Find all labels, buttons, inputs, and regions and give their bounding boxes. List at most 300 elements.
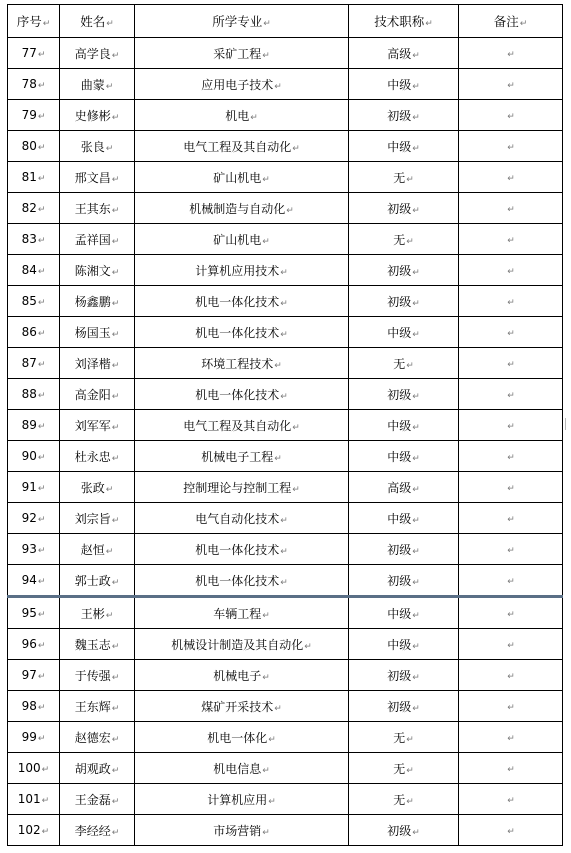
cell-note xyxy=(459,317,563,348)
table-row xyxy=(8,753,563,784)
table-row xyxy=(8,815,563,846)
table-row xyxy=(8,660,563,691)
paragraph-mark: ↵ xyxy=(111,827,120,838)
cell-num xyxy=(8,691,60,722)
cell-text: 84 xyxy=(21,263,37,277)
paragraph-mark: ↵ xyxy=(412,298,420,309)
paragraph-mark: ↵ xyxy=(111,236,120,247)
table-row xyxy=(8,629,563,660)
cell-text: 无 xyxy=(393,730,406,745)
paragraph-mark: ↵ xyxy=(274,453,282,464)
header-num: 序号↵ xyxy=(8,5,60,38)
cell-major xyxy=(135,193,349,224)
cell-name xyxy=(60,379,135,410)
cell-major xyxy=(135,348,349,379)
paragraph-mark: ↵ xyxy=(111,298,120,309)
cell-text: 初级 xyxy=(387,387,412,402)
cell-text: 中级 xyxy=(387,139,412,154)
paragraph-mark: ↵ xyxy=(412,422,420,433)
cell-major xyxy=(135,286,349,317)
cell-note xyxy=(459,503,563,534)
table-row xyxy=(8,255,563,286)
cell-num xyxy=(8,629,60,660)
cell-text: 张政 xyxy=(80,480,105,495)
paragraph-mark: ↵ xyxy=(412,205,420,216)
paragraph-mark: ↵ xyxy=(105,546,114,557)
cell-note xyxy=(459,348,563,379)
paragraph-mark: ↵ xyxy=(42,19,51,29)
cell-text: 王金磊 xyxy=(74,792,111,807)
cell-note xyxy=(459,722,563,753)
header-note: 备注↵ xyxy=(459,5,563,38)
paragraph-mark: ↵ xyxy=(280,577,288,588)
cell-text: 矿山机电 xyxy=(213,170,262,185)
table-row xyxy=(8,784,563,815)
paragraph-mark: ↵ xyxy=(37,360,46,370)
cell-text: 100 xyxy=(17,761,41,775)
cell-note xyxy=(459,379,563,410)
cell-text: 93 xyxy=(21,542,37,556)
cell-major xyxy=(135,660,349,691)
cell-name xyxy=(60,317,135,348)
paragraph-mark: ↵ xyxy=(268,734,276,745)
paragraph-mark: ↵ xyxy=(111,796,120,807)
table-row xyxy=(8,193,563,224)
cell-text: 85 xyxy=(21,294,37,308)
cell-text: 煤矿开采技术 xyxy=(201,699,274,714)
cell-text: 高级 xyxy=(387,46,412,61)
cell-text: 机械电子工程 xyxy=(201,449,274,464)
cell-text: 机电 xyxy=(225,108,250,123)
cell-text: 无 xyxy=(393,761,406,776)
cell-text: 王彬 xyxy=(80,606,105,621)
cell-name xyxy=(60,69,135,100)
cell-name xyxy=(60,815,135,846)
paragraph-mark: ↵ xyxy=(507,453,515,463)
paragraph-mark: ↵ xyxy=(280,298,288,309)
paragraph-mark: ↵ xyxy=(286,205,294,216)
cell-title xyxy=(349,317,459,348)
cell-text: 中级 xyxy=(387,418,412,433)
cell-title xyxy=(349,691,459,722)
cell-text: 78 xyxy=(21,77,37,91)
table-row xyxy=(8,534,563,565)
cell-title xyxy=(349,348,459,379)
cell-num xyxy=(8,441,60,472)
cell-title xyxy=(349,722,459,753)
cell-name xyxy=(60,472,135,503)
cell-num xyxy=(8,224,60,255)
cell-text: 机电一体化技术 xyxy=(195,325,280,340)
paragraph-mark: ↵ xyxy=(111,205,120,216)
paragraph-mark: ↵ xyxy=(37,577,46,587)
cell-major xyxy=(135,784,349,815)
paragraph-mark: ↵ xyxy=(268,796,276,807)
paragraph-mark: ↵ xyxy=(507,796,515,806)
cell-text: 赵恒 xyxy=(80,542,105,557)
cell-text: 采矿工程 xyxy=(213,46,262,61)
cell-text: 机械制造与自动化 xyxy=(189,201,286,216)
cell-title xyxy=(349,472,459,503)
cell-text: 初级 xyxy=(387,699,412,714)
cell-text: 88 xyxy=(21,387,37,401)
cell-note xyxy=(459,286,563,317)
paragraph-mark: ↵ xyxy=(507,143,515,153)
paragraph-mark: ↵ xyxy=(519,19,528,29)
paragraph-mark: ↵ xyxy=(412,267,420,278)
header-name: 姓名↵ xyxy=(60,5,135,38)
paragraph-mark: ↵ xyxy=(111,515,120,526)
paragraph-mark: ↵ xyxy=(37,422,46,432)
paragraph-mark: ↵ xyxy=(406,360,414,371)
table-row xyxy=(8,565,563,597)
paragraph-mark: ↵ xyxy=(507,391,515,401)
table-row xyxy=(8,410,563,441)
cell-num xyxy=(8,534,60,565)
cell-text: 中级 xyxy=(387,637,412,652)
paragraph-mark: ↵ xyxy=(280,267,288,278)
table-row xyxy=(8,131,563,162)
cell-num xyxy=(8,131,60,162)
cell-name xyxy=(60,100,135,131)
cell-text: 初级 xyxy=(387,542,412,557)
cell-major xyxy=(135,534,349,565)
cell-note xyxy=(459,224,563,255)
cell-major xyxy=(135,379,349,410)
paragraph-mark: ↵ xyxy=(412,610,420,621)
cell-text: 电气自动化技术 xyxy=(195,511,280,526)
paragraph-mark: ↵ xyxy=(111,267,120,278)
cell-name xyxy=(60,534,135,565)
paragraph-mark: ↵ xyxy=(37,329,46,339)
paragraph-mark: ↵ xyxy=(37,112,46,122)
cell-text: 83 xyxy=(21,232,37,246)
header-major: 所学专业↵ xyxy=(135,5,349,38)
table-row xyxy=(8,348,563,379)
paragraph-mark: ↵ xyxy=(507,827,515,837)
cell-text: 杨国玉 xyxy=(74,325,111,340)
cell-name xyxy=(60,286,135,317)
paragraph-mark: ↵ xyxy=(262,827,270,838)
paragraph-mark: ↵ xyxy=(37,672,46,682)
paragraph-mark: ↵ xyxy=(37,453,46,463)
cell-num xyxy=(8,753,60,784)
cell-major xyxy=(135,629,349,660)
cell-title xyxy=(349,534,459,565)
cell-major xyxy=(135,410,349,441)
cell-name xyxy=(60,224,135,255)
cell-text: 孟祥国 xyxy=(74,232,111,247)
cell-note xyxy=(459,472,563,503)
cell-text: 机电一体化技术 xyxy=(195,573,280,588)
cell-major xyxy=(135,131,349,162)
cell-text: 无 xyxy=(393,170,406,185)
paragraph-mark: ↵ xyxy=(105,610,114,621)
paragraph-mark: ↵ xyxy=(263,19,271,29)
paragraph-mark: ↵ xyxy=(111,672,120,683)
cell-text: 82 xyxy=(21,201,37,215)
cell-text: 80 xyxy=(21,139,37,153)
cell-name xyxy=(60,565,135,597)
cell-major xyxy=(135,503,349,534)
cell-text: 刘军军 xyxy=(74,418,111,433)
paragraph-mark: ↵ xyxy=(412,703,420,714)
paragraph-mark: ↵ xyxy=(262,236,270,247)
cell-major xyxy=(135,162,349,193)
cell-num xyxy=(8,815,60,846)
cell-text: 94 xyxy=(21,573,37,587)
paragraph-mark: ↵ xyxy=(412,453,420,464)
paragraph-mark: ↵ xyxy=(274,360,282,371)
paragraph-mark: ↵ xyxy=(111,391,120,402)
cell-text: 刘宗旨 xyxy=(74,511,111,526)
paragraph-mark: ↵ xyxy=(292,422,300,433)
table-row xyxy=(8,379,563,410)
cell-title xyxy=(349,597,459,629)
cell-name xyxy=(60,162,135,193)
paragraph-mark: ↵ xyxy=(406,765,414,776)
paragraph-mark: ↵ xyxy=(111,112,120,123)
cell-note xyxy=(459,38,563,69)
cell-text: 高级 xyxy=(387,480,412,495)
cell-major xyxy=(135,815,349,846)
cell-name xyxy=(60,348,135,379)
paragraph-mark: ↵ xyxy=(111,577,120,588)
paragraph-mark: ↵ xyxy=(507,546,515,556)
cell-text: 高金阳 xyxy=(74,387,111,402)
cell-num xyxy=(8,162,60,193)
cell-num xyxy=(8,255,60,286)
cell-title xyxy=(349,784,459,815)
cell-text: 郭士政 xyxy=(74,573,111,588)
cell-num xyxy=(8,410,60,441)
table-row xyxy=(8,503,563,534)
paragraph-mark: ↵ xyxy=(111,703,120,714)
paragraph-mark: ↵ xyxy=(41,796,50,806)
paragraph-mark: ↵ xyxy=(37,267,46,277)
cell-text: 98 xyxy=(21,699,37,713)
cell-text: 车辆工程 xyxy=(213,606,262,621)
paragraph-mark: ↵ xyxy=(304,641,312,652)
paragraph-mark: ↵ xyxy=(412,50,420,61)
paragraph-mark: ↵ xyxy=(507,174,515,184)
table-row xyxy=(8,317,563,348)
cell-major xyxy=(135,38,349,69)
cell-text: 初级 xyxy=(387,201,412,216)
cell-text: 92 xyxy=(21,511,37,525)
cell-text: 89 xyxy=(21,418,37,432)
table-header xyxy=(8,5,563,38)
cell-text: 邢文昌 xyxy=(74,170,111,185)
cell-num xyxy=(8,722,60,753)
cell-text: 杜永忠 xyxy=(74,449,111,464)
table-row xyxy=(8,691,563,722)
cell-text: 99 xyxy=(21,730,37,744)
cell-name xyxy=(60,753,135,784)
cell-major xyxy=(135,722,349,753)
cell-text: 95 xyxy=(21,606,37,620)
cell-note xyxy=(459,565,563,597)
cell-text: 初级 xyxy=(387,823,412,838)
cell-num xyxy=(8,472,60,503)
cell-title xyxy=(349,69,459,100)
cell-major xyxy=(135,472,349,503)
table-row xyxy=(8,472,563,503)
cell-note xyxy=(459,162,563,193)
cell-name xyxy=(60,441,135,472)
paragraph-mark: ↵ xyxy=(37,641,46,651)
cell-major xyxy=(135,597,349,629)
cell-text: 91 xyxy=(21,480,37,494)
paragraph-mark: ↵ xyxy=(507,765,515,775)
cell-text: 机电一体化技术 xyxy=(195,542,280,557)
paragraph-mark: ↵ xyxy=(507,360,515,370)
paragraph-mark: ↵ xyxy=(111,50,120,61)
paragraph-mark: ↵ xyxy=(111,360,120,371)
paragraph-mark: ↵ xyxy=(111,422,120,433)
cell-text: 高学良 xyxy=(74,46,111,61)
table-row xyxy=(8,38,563,69)
table-row xyxy=(8,100,563,131)
cell-text: 机械电子 xyxy=(213,668,262,683)
paragraph-mark: ↵ xyxy=(37,174,46,184)
paragraph-mark: ↵ xyxy=(280,391,288,402)
cell-title xyxy=(349,815,459,846)
cell-text: 96 xyxy=(21,637,37,651)
table-row xyxy=(8,286,563,317)
paragraph-mark: ↵ xyxy=(37,484,46,494)
cell-text: 市场营销 xyxy=(213,823,262,838)
cell-note xyxy=(459,660,563,691)
cell-title xyxy=(349,38,459,69)
paragraph-mark: ↵ xyxy=(412,81,420,92)
paragraph-mark: ↵ xyxy=(111,641,120,652)
cell-text: 史修彬 xyxy=(74,108,111,123)
table-row xyxy=(8,597,563,629)
cell-major xyxy=(135,691,349,722)
paragraph-mark: ↵ xyxy=(111,329,120,340)
paragraph-mark: ↵ xyxy=(37,734,46,744)
cell-text: 赵德宏 xyxy=(74,730,111,745)
paragraph-mark: ↵ xyxy=(412,484,420,495)
margin-marker xyxy=(565,418,569,430)
cell-text: 电气工程及其自动化 xyxy=(183,139,292,154)
paragraph-mark: ↵ xyxy=(507,298,515,308)
cell-text: 魏玉志 xyxy=(74,637,111,652)
paragraph-mark: ↵ xyxy=(412,672,420,683)
paragraph-mark: ↵ xyxy=(111,174,120,185)
cell-text: 101 xyxy=(17,792,41,806)
paragraph-mark: ↵ xyxy=(507,267,515,277)
cell-num xyxy=(8,565,60,597)
paragraph-mark: ↵ xyxy=(37,50,46,60)
cell-text: 无 xyxy=(393,792,406,807)
cell-text: 中级 xyxy=(387,606,412,621)
paragraph-mark: ↵ xyxy=(412,827,420,838)
header-title: 技术职称↵ xyxy=(349,5,459,38)
cell-title xyxy=(349,441,459,472)
cell-name xyxy=(60,722,135,753)
paragraph-mark: ↵ xyxy=(37,610,46,620)
paragraph-mark: ↵ xyxy=(507,484,515,494)
paragraph-mark: ↵ xyxy=(507,703,515,713)
paragraph-mark: ↵ xyxy=(507,236,515,246)
paragraph-mark: ↵ xyxy=(507,577,515,587)
paragraph-mark: ↵ xyxy=(262,765,270,776)
paragraph-mark: ↵ xyxy=(262,50,270,61)
paragraph-mark: ↵ xyxy=(111,453,120,464)
cell-major xyxy=(135,317,349,348)
paragraph-mark: ↵ xyxy=(37,205,46,215)
cell-text: 李经经 xyxy=(74,823,111,838)
paragraph-mark: ↵ xyxy=(37,298,46,308)
paragraph-mark: ↵ xyxy=(412,577,420,588)
cell-title xyxy=(349,753,459,784)
cell-text: 87 xyxy=(21,356,37,370)
paragraph-mark: ↵ xyxy=(280,329,288,340)
cell-note xyxy=(459,69,563,100)
cell-num xyxy=(8,348,60,379)
paragraph-mark: ↵ xyxy=(262,174,270,185)
cell-text: 初级 xyxy=(387,263,412,278)
cell-num xyxy=(8,660,60,691)
cell-text: 机电信息 xyxy=(213,761,262,776)
paragraph-mark: ↵ xyxy=(507,329,515,339)
paragraph-mark: ↵ xyxy=(37,703,46,713)
paragraph-mark: ↵ xyxy=(37,143,46,153)
cell-note xyxy=(459,753,563,784)
paragraph-mark: ↵ xyxy=(105,484,114,495)
table-row xyxy=(8,69,563,100)
cell-name xyxy=(60,131,135,162)
cell-text: 杨鑫鹏 xyxy=(74,294,111,309)
paragraph-mark: ↵ xyxy=(412,546,420,557)
paragraph-mark: ↵ xyxy=(250,112,258,123)
cell-text: 机电一体化 xyxy=(207,730,268,745)
cell-note xyxy=(459,131,563,162)
cell-text: 控制理论与控制工程 xyxy=(183,480,292,495)
cell-text: 初级 xyxy=(387,294,412,309)
paragraph-mark: ↵ xyxy=(507,422,515,432)
cell-text: 中级 xyxy=(387,511,412,526)
paragraph-mark: ↵ xyxy=(37,546,46,556)
cell-name xyxy=(60,410,135,441)
cell-name xyxy=(60,660,135,691)
paragraph-mark: ↵ xyxy=(280,546,288,557)
table-body xyxy=(8,38,563,846)
cell-note xyxy=(459,691,563,722)
cell-text: 胡观政 xyxy=(74,761,111,776)
paragraph-mark: ↵ xyxy=(292,143,300,154)
cell-num xyxy=(8,286,60,317)
cell-major xyxy=(135,753,349,784)
table-row xyxy=(8,224,563,255)
cell-text: 中级 xyxy=(387,325,412,340)
table-row xyxy=(8,441,563,472)
cell-title xyxy=(349,660,459,691)
paragraph-mark: ↵ xyxy=(406,236,414,247)
cell-text: 曲蒙 xyxy=(80,77,105,92)
cell-text: 陈湘文 xyxy=(74,263,111,278)
paragraph-mark: ↵ xyxy=(507,610,515,620)
paragraph-mark: ↵ xyxy=(406,174,414,185)
paragraph-mark: ↵ xyxy=(41,765,50,775)
paragraph-mark: ↵ xyxy=(37,515,46,525)
paragraph-mark: ↵ xyxy=(105,143,114,154)
cell-text: 90 xyxy=(21,449,37,463)
cell-text: 初级 xyxy=(387,573,412,588)
paragraph-mark: ↵ xyxy=(37,391,46,401)
